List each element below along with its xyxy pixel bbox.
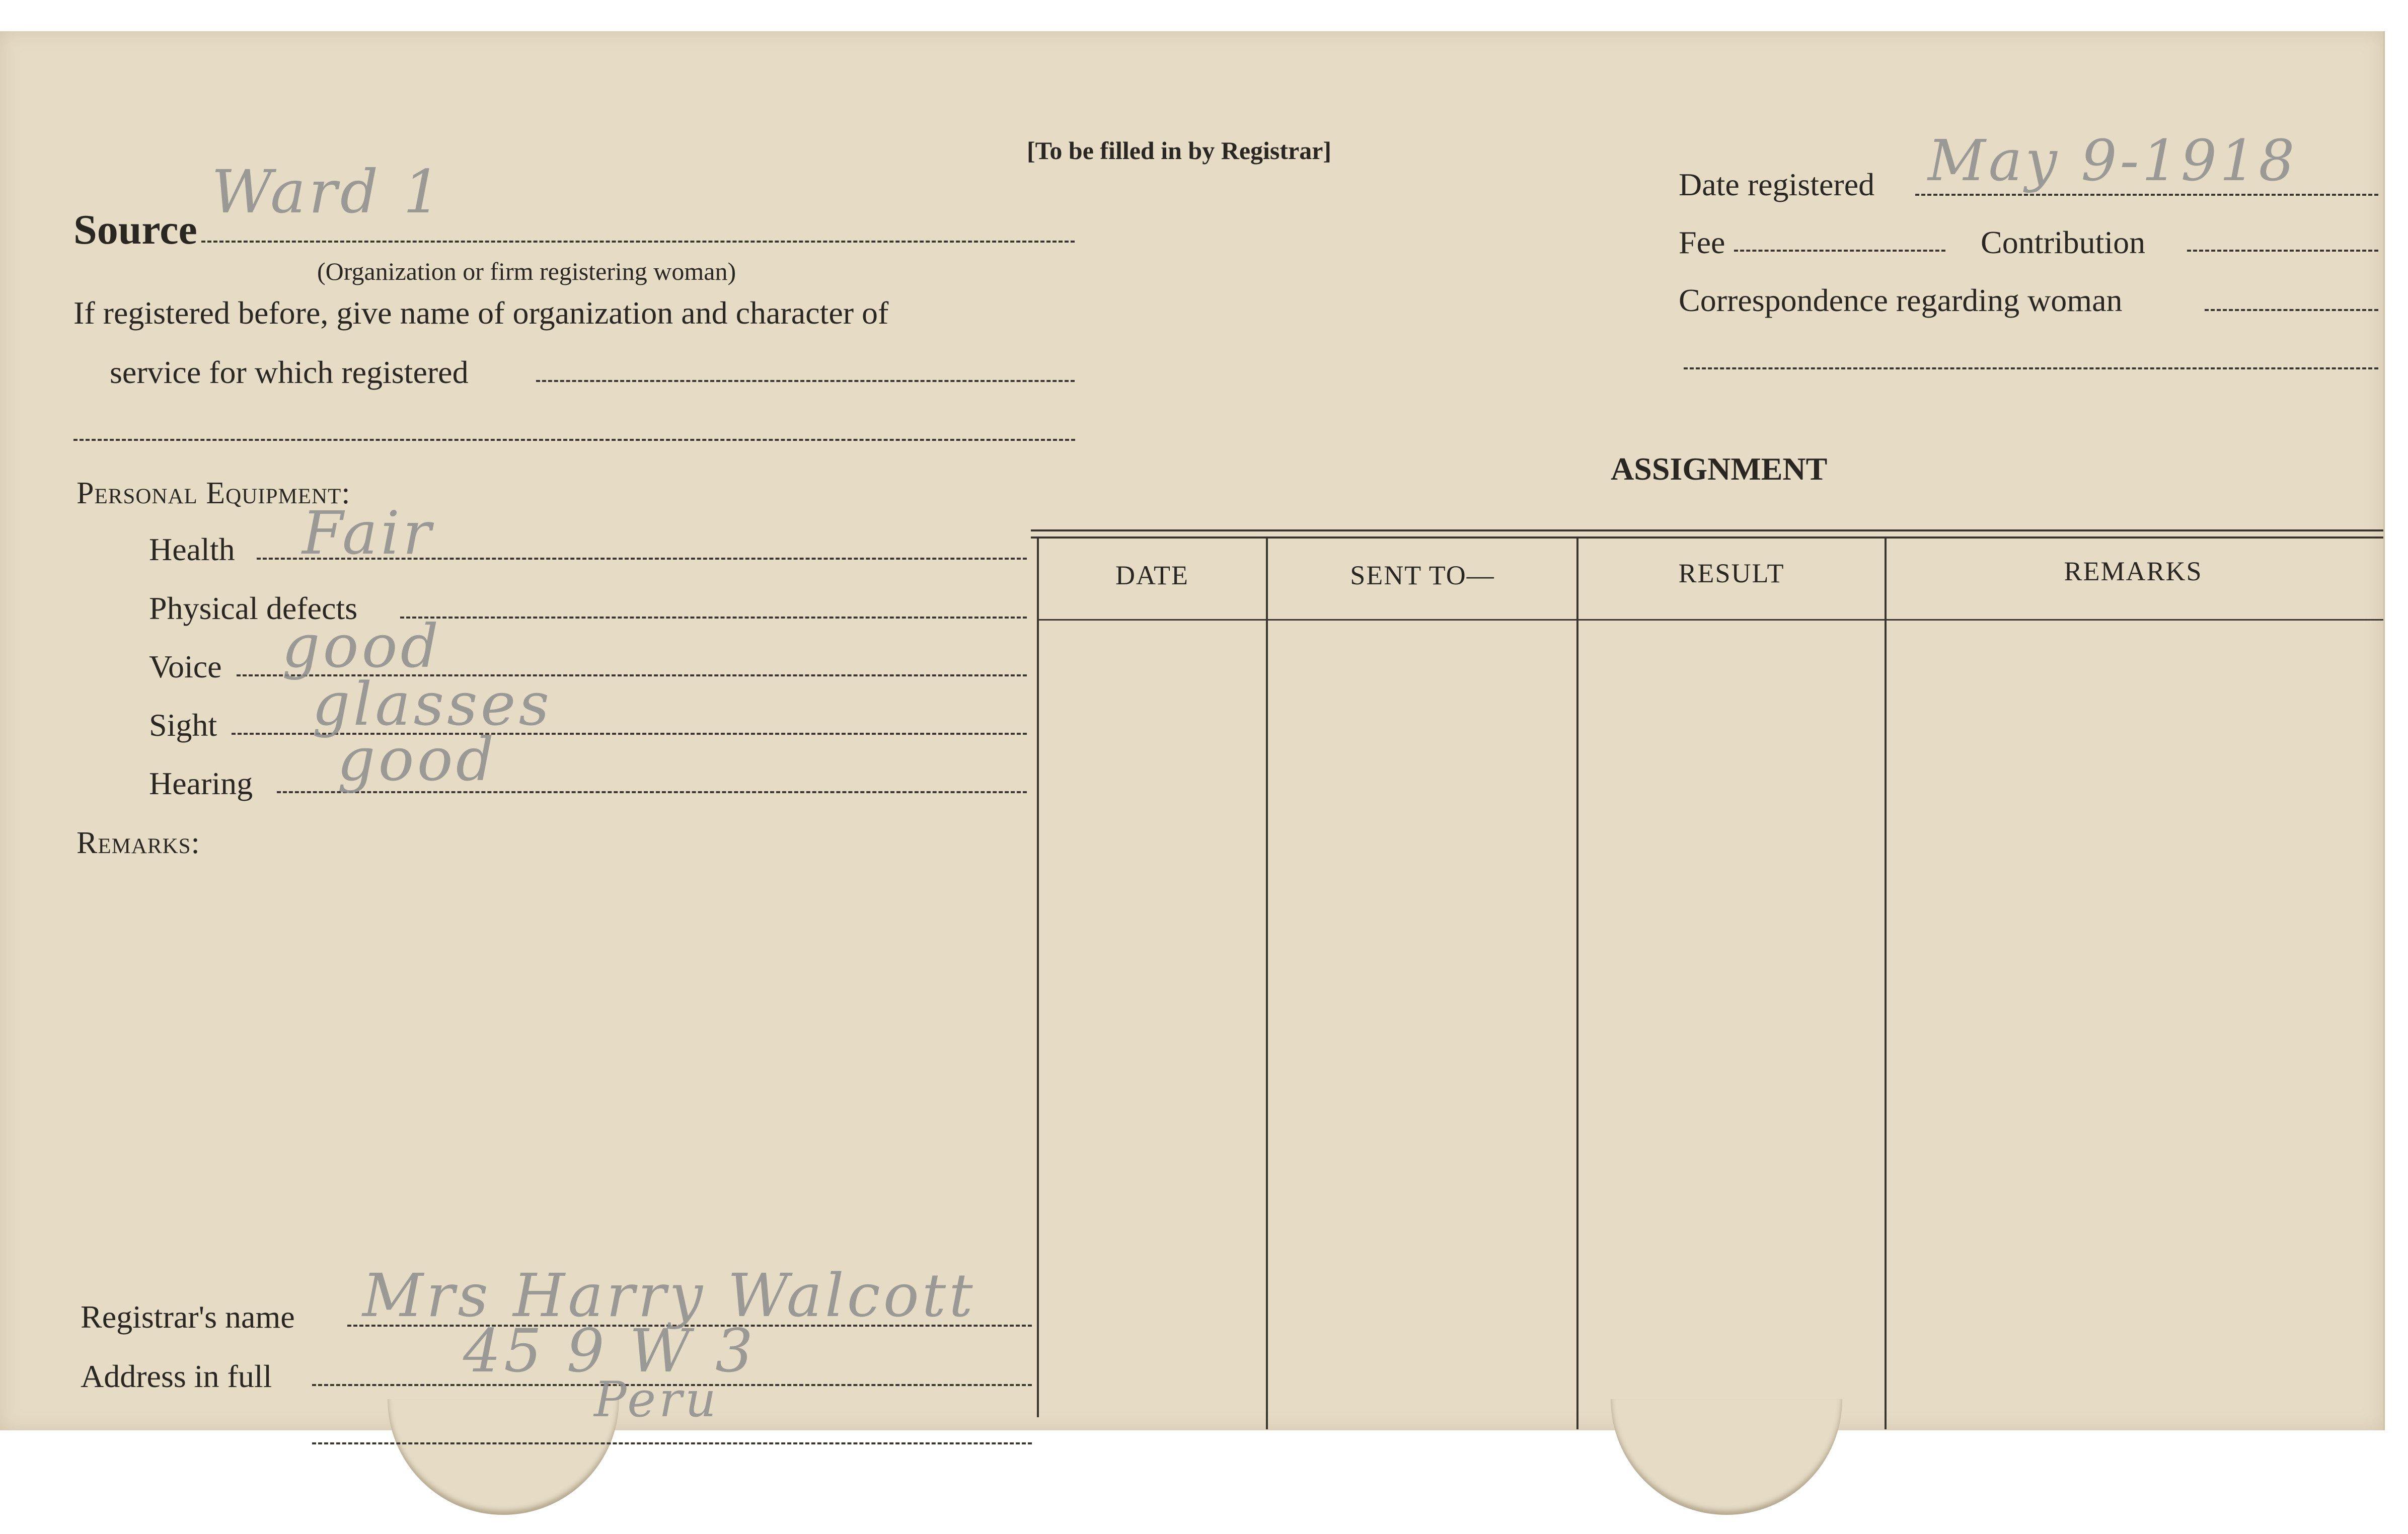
column-header-result: RESULT xyxy=(1678,558,1785,588)
correspondence-label: Correspondence regarding woman xyxy=(1679,282,2123,318)
address-value-2: Peru xyxy=(594,1371,719,1428)
personal-equipment-title: Personal Equipment: xyxy=(77,476,351,510)
column-divider-2 xyxy=(1576,536,1578,1429)
column-divider-3 xyxy=(1885,536,1887,1429)
prior-registration-line1: If registered before, give name of organization and character of xyxy=(73,295,889,331)
correspondence-line xyxy=(2205,309,2378,311)
prior-registration-line xyxy=(536,380,1075,382)
voice-label: Voice xyxy=(149,649,222,684)
hearing-value: good xyxy=(337,725,497,794)
date-registered-line xyxy=(1915,194,2378,196)
column-header-remarks: REMARKS xyxy=(2064,556,2203,586)
contribution-label: Contribution xyxy=(1981,224,2146,260)
assignment-header-rule xyxy=(1037,619,2383,621)
fee-label: Fee xyxy=(1679,224,1725,260)
column-header-date: DATE xyxy=(1115,560,1189,590)
health-label: Health xyxy=(149,531,235,567)
source-caption: (Organization or firm registering woman) xyxy=(317,257,736,285)
address-extra-line xyxy=(312,1442,1032,1444)
date-registered-label: Date registered xyxy=(1679,167,1875,202)
registrar-note: [To be filled in by Registrar] xyxy=(1027,136,1332,165)
registrar-name-value: Mrs Harry Walcott xyxy=(362,1261,976,1330)
assignment-top-rule xyxy=(1031,529,2383,531)
sight-value: glasses xyxy=(312,669,553,739)
column-divider-1 xyxy=(1266,536,1268,1429)
physical-defects-line xyxy=(400,617,1027,619)
hearing-label: Hearing xyxy=(149,765,253,801)
assignment-top-rule-2 xyxy=(1031,536,2383,539)
voice-value: good xyxy=(282,611,442,681)
column-header-sent-to: SENT TO— xyxy=(1350,560,1495,590)
fee-line xyxy=(1734,250,1945,252)
column-divider-left xyxy=(1037,536,1039,1417)
correspondence-extra-line xyxy=(1684,367,2378,369)
date-registered-value: May 9-1918 xyxy=(1928,128,2298,194)
source-line xyxy=(201,241,1075,243)
assignment-title: ASSIGNMENT xyxy=(1611,451,1828,487)
source-label: Source xyxy=(73,206,197,253)
prior-registration-extra-line xyxy=(73,439,1075,441)
source-value: Ward 1 xyxy=(211,157,444,226)
address-label: Address in full xyxy=(81,1358,272,1394)
address-value: 45 9 W 3 xyxy=(463,1316,757,1386)
sight-label: Sight xyxy=(149,707,217,743)
registrar-name-label: Registrar's name xyxy=(81,1299,295,1335)
physical-defects-label: Physical defects xyxy=(149,590,358,626)
prior-registration-line2: service for which registered xyxy=(110,354,469,390)
health-value: Fair xyxy=(302,498,434,568)
contribution-line xyxy=(2187,250,2378,252)
remarks-label: Remarks: xyxy=(77,826,200,860)
card-tab-right xyxy=(1611,1399,1842,1515)
card-tab-left xyxy=(388,1399,619,1515)
